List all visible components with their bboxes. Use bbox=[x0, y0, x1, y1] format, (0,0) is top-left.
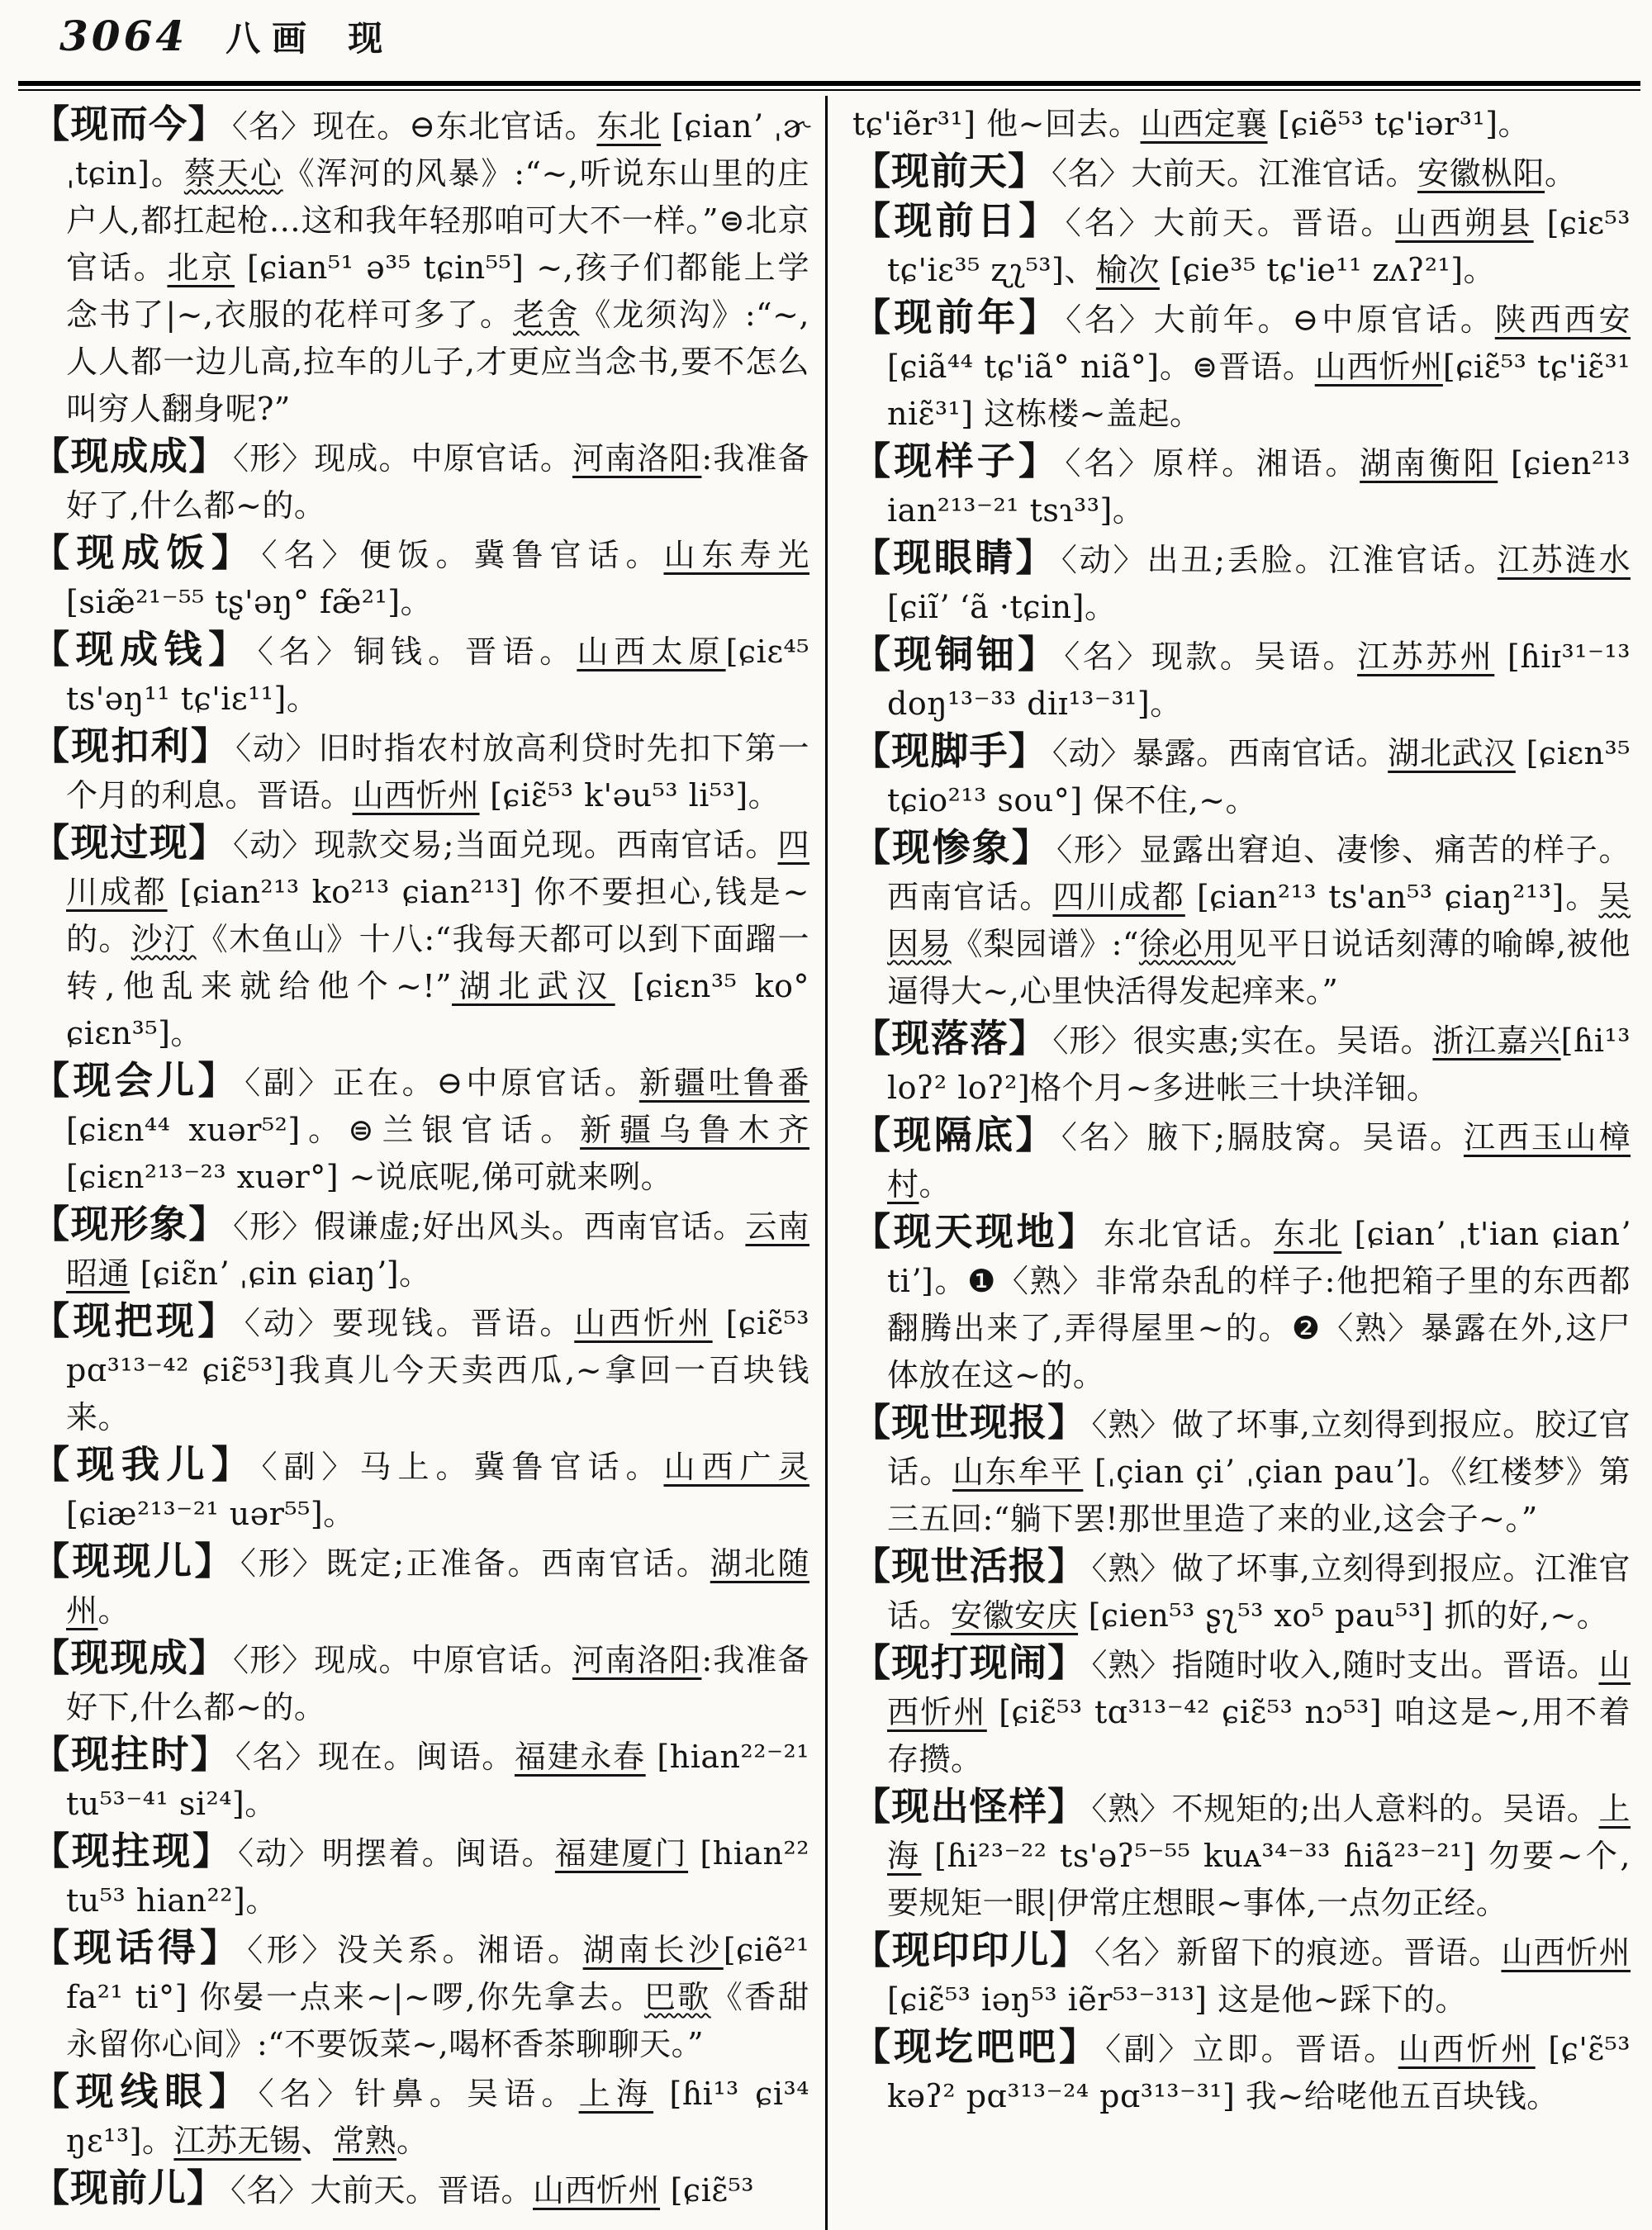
place-name: 东北 bbox=[1273, 1216, 1342, 1252]
header-rule bbox=[18, 81, 1640, 91]
place-name: 江苏涟水 bbox=[1497, 542, 1631, 578]
dictionary-entry: 【现现成】 〈形〉现成。中原官话。河南洛阳:我准备好下,什么都~的。 bbox=[31, 1635, 809, 1725]
place-name: 山西忻州 bbox=[1314, 349, 1443, 385]
place-name: 江西玉山樟村 bbox=[887, 1119, 1631, 1203]
entry-headword: 【现成成】 bbox=[31, 434, 228, 478]
proper-name: 徐必用 bbox=[1138, 926, 1236, 962]
dictionary-entry: 【现我儿】 〈副〉马上。冀鲁官话。山西广灵[ɕiæ²¹³⁻²¹ uər⁵⁵]。 bbox=[31, 1442, 809, 1532]
entry-headword: 【现隔底】 bbox=[852, 1113, 1056, 1157]
dictionary-entry: 【现过现】 〈动〉现款交易;当面兑现。西南官话。四川成都 [ɕian²¹³ ko²¹³ ɕian²¹³] 你不要担心,钱是~的。沙汀《木鱼山》十八:“我每天都可以到下面蹓一转,他乱来就给他个~!”湖北武汉 [ɕiɛn³⁵ ko° ɕiɛn³⁵]。 bbox=[31, 820, 810, 1051]
place-name: 福建永春 bbox=[514, 1739, 646, 1775]
entry-headword: 【现拄时】 bbox=[31, 1732, 230, 1777]
place-name: 山东牟平 bbox=[952, 1454, 1084, 1490]
dictionary-entry-continuation: tɕ'iẽr³¹] 他~回去。山西定襄 [ɕiẽ⁵³ tɕ'iər³¹]。 bbox=[852, 106, 1531, 142]
dictionary-entry: 【现会儿】 〈副〉正在。⊖中原官话。新疆吐鲁番 [ɕiɛn⁴⁴ xuər⁵²]。⊜兰银官话。新疆乌鲁木齐 [ɕiɛn²¹³⁻²³ xuər°] ~说底呢,俤可就来咧。 bbox=[31, 1058, 809, 1195]
entry-headword: 【现现成】 bbox=[31, 1635, 228, 1680]
entry-headword: 【现把现】 bbox=[31, 1298, 240, 1343]
place-name: 浙江嘉兴 bbox=[1432, 1022, 1561, 1059]
entry-headword: 【现惨象】 bbox=[852, 825, 1052, 870]
entry-headword: 【现现儿】 bbox=[31, 1539, 235, 1583]
dictionary-entry: 【现圪吧吧】 〈副〉立即。晋语。山西忻州 [ɕ'ɛ̃⁵³ kəʔ² pɑ³¹³⁻²⁴ pɑ³¹³⁻³¹] 我~给咾他五百块钱。 bbox=[852, 2024, 1631, 2114]
entry-headword: 【现铜钿】 bbox=[852, 632, 1060, 676]
entry-headword: 【现会儿】 bbox=[31, 1058, 240, 1103]
place-name: 山东寿光 bbox=[663, 537, 809, 573]
entry-headword: 【现样子】 bbox=[852, 439, 1061, 483]
dictionary-entry: 【现脚手】 〈动〉暴露。西南官话。湖北武汉 [ɕiɛn³⁵ tɕio²¹³ sou°] 保不住,~。 bbox=[852, 728, 1631, 818]
place-name: 湖南衡阳 bbox=[1360, 445, 1498, 482]
place-name: 山西忻州 bbox=[574, 1305, 713, 1341]
place-name: 山西忻州 bbox=[1501, 1934, 1631, 1971]
place-name: 江苏苏州 bbox=[1357, 638, 1495, 675]
entry-headword: 【现而今】 bbox=[31, 102, 227, 146]
dictionary-entry: 【现前天】 〈名〉大前天。江淮官话。安徽枞阳。 bbox=[852, 149, 1577, 193]
entry-headword: 【现眼睛】 bbox=[852, 535, 1056, 580]
place-name: 四川成都 bbox=[1052, 879, 1185, 915]
entry-headword: 【现话得】 bbox=[31, 1925, 243, 1970]
right-column bbox=[852, 101, 1631, 2120]
place-name: 云南昭通 bbox=[66, 1208, 810, 1292]
place-name: 安徽枞阳 bbox=[1417, 155, 1545, 192]
place-name: 河南洛阳 bbox=[572, 440, 702, 477]
dictionary-entry: 【现拄现】 〈动〉明摆着。闽语。福建厦门 [hian²² tu⁵³ hian²²]。 bbox=[31, 1829, 809, 1919]
dictionary-entry: 【现拄时】 〈名〉现在。闽语。福建永春 [hian²²⁻²¹ tu⁵³⁻⁴¹ si²⁴]。 bbox=[31, 1732, 809, 1822]
dictionary-entry: 【现隔底】 〈名〉腋下;膈肢窝。吴语。江西玉山樟村。 bbox=[852, 1113, 1631, 1203]
dictionary-entry: 【现铜钿】 〈名〉现款。吴语。江苏苏州 [ɦiɪ³¹⁻¹³ doŋ¹³⁻³³ diɪ¹³⁻³¹]。 bbox=[852, 632, 1631, 722]
place-name: 东北 bbox=[596, 108, 662, 145]
entry-headword: 【现我儿】 bbox=[31, 1442, 257, 1487]
entry-headword: 【现世现报】 bbox=[852, 1400, 1087, 1445]
place-name: 山西忻州 bbox=[533, 2172, 661, 2209]
proper-name: 蔡天心 bbox=[183, 155, 283, 192]
entry-headword: 【现前日】 bbox=[852, 198, 1061, 243]
proper-name: 巴歌 bbox=[643, 1979, 711, 2015]
dictionary-entry: 【现前儿】 〈名〉大前天。晋语。山西忻州 [ɕiɛ̃⁵³ bbox=[31, 2166, 755, 2210]
place-name: 榆次 bbox=[1095, 252, 1160, 288]
entry-headword: 【现前儿】 bbox=[31, 2166, 225, 2210]
dictionary-entry: 【现成钱】 〈名〉铜钱。晋语。山西太原[ɕiɛ⁴⁵ ts'əŋ¹¹ tɕ'iɛ¹¹]。 bbox=[31, 627, 809, 717]
entry-headword: 【现扣利】 bbox=[31, 724, 231, 768]
dictionary-entry: 【现扣利】 〈动〉旧时指农村放高利贷时先扣下第一个月的利息。晋语。山西忻州 [ɕiɛ̃⁵³ k'əu⁵³ li⁵³]。 bbox=[31, 724, 809, 814]
place-name: 江苏无锡 bbox=[173, 2123, 301, 2159]
dictionary-entry: 【现世活报】 〈熟〉做了坏事,立刻得到报应。江淮官话。安徽安庆 [ɕien⁵³ ʂʅ⁵³ xo⁵ pau⁵³] 抓的好,~。 bbox=[852, 1544, 1631, 1634]
dictionary-entry: 【现惨象】 〈形〉显露出窘迫、凄惨、痛苦的样子。西南官话。四川成都 [ɕian²¹³ ts'an⁵³ ɕiaŋ²¹³]。吴因易《梨园谱》:“徐必用见平日说话刻薄的喻皞,被他逼得大~,心里快活得发起痒来。” bbox=[852, 825, 1631, 1009]
entry-headword: 【现前天】 bbox=[852, 149, 1047, 193]
place-name: 河南洛阳 bbox=[572, 1642, 702, 1678]
place-name: 山西广灵 bbox=[663, 1449, 809, 1485]
dictionary-entry: 【现天现地】 东北官话。东北 [ɕianʼ ˌt'ian ɕianʼ tiʼ]。❶〈熟〉非常杂乱的样子:他把箱子里的东西都翻腾出来了,弄得屋里~的。❷〈熟〉暴露在外,这尸体放在这~的。 bbox=[852, 1209, 1631, 1393]
dictionary-entry: 【现而今】 〈名〉现在。⊖东北官话。东北 [ɕianʼ ˌɚ ˌtɕin]。蔡天心《浑河的风暴》:“~,听说东山里的庄户人,都扛起枪…这和我年轻那咱可大不一样。”⊜北京官话。北京 [ɕian⁵¹ ə³⁵ tɕin⁵⁵] ~,孩子们都能上学念书了|~,衣服的花样可多了。老舍《龙须沟》:“~,人人都一边儿高,拉车的儿子,才更应当念书,要不怎么叫穷人翻身呢?” bbox=[31, 102, 809, 427]
place-name: 福建厦门 bbox=[554, 1835, 689, 1872]
column-divider bbox=[825, 96, 828, 2230]
place-name: 湖南长沙 bbox=[582, 1932, 724, 1968]
entry-headword: 【现线眼】 bbox=[31, 2069, 254, 2114]
dictionary-entry: 【现落落】 〈形〉很实惠;实在。吴语。浙江嘉兴[ɦi¹³ loʔ² loʔ²]格个月~多进帐三十块洋钿。 bbox=[852, 1016, 1631, 1106]
dictionary-entry: 【现样子】 〈名〉原样。湘语。湖南衡阳 [ɕien²¹³ ian²¹³⁻²¹ tsɿ³³]。 bbox=[852, 439, 1631, 529]
place-name: 上海 bbox=[578, 2076, 654, 2112]
place-name: 山西忻州 bbox=[887, 1647, 1631, 1730]
dictionary-entry: 【现话得】 〈形〉没关系。湘语。湖南长沙[ɕiẽ²¹ fa²¹ ti°] 你晏一点来~|~啰,你先拿去。巴歌《香甜永留你心间》:“不要饭菜~,喝杯香茶聊聊天。” bbox=[31, 1925, 809, 2062]
dictionary-entry: 【现世现报】 〈熟〉做了坏事,立刻得到报应。胶辽官话。山东牟平 [ˌçian çiʼ ˌçian pauʼ]。《红楼梦》第三五回:“躺下罢!那世里造了来的业,这会子~。” bbox=[852, 1400, 1631, 1537]
place-name: 山西忻州 bbox=[1398, 2031, 1536, 2067]
entry-headword: 【现印印儿】 bbox=[852, 1928, 1090, 1972]
entry-headword: 【现出怪样】 bbox=[852, 1784, 1087, 1829]
entry-headword: 【现打现闹】 bbox=[852, 1640, 1087, 1685]
page-number: 3064 bbox=[59, 12, 188, 60]
dictionary-entry: 【现前年】 〈名〉大前年。⊖中原官话。陕西西安 [ɕiã⁴⁴ tɕ'iã° niã°]。⊜晋语。山西忻州[ɕiɛ̃⁵³ tɕ'iɛ̃³¹ niɛ̃³¹] 这栋楼~盖起。 bbox=[852, 295, 1631, 432]
place-name: 湖北随州 bbox=[66, 1545, 809, 1629]
entry-headword: 【现成饭】 bbox=[31, 530, 257, 575]
page-header bbox=[59, 12, 1619, 61]
dictionary-entry: 【现成成】 〈形〉现成。中原官话。河南洛阳:我准备好了,什么都~的。 bbox=[31, 434, 809, 524]
place-name: 湖北武汉 bbox=[1388, 735, 1516, 771]
radical-stroke-label: 八画 bbox=[225, 18, 319, 59]
dictionary-entry: 【现眼睛】 〈动〉出丑;丢脸。江淮官话。江苏涟水 [ɕiĩʼ ʻã ·tɕin]。 bbox=[852, 535, 1631, 625]
place-name: 新疆乌鲁木齐 bbox=[580, 1112, 809, 1148]
place-name: 陕西西安 bbox=[1494, 301, 1631, 338]
entry-headword: 【现脚手】 bbox=[852, 728, 1047, 773]
dictionary-entry: 【现打现闹】 〈熟〉指随时收入,随时支出。晋语。山西忻州 [ɕiɛ̃⁵³ tɑ³¹³⁻⁴² ɕiɛ̃⁵³ nɔ⁵³] 咱这是~,用不着存攒。 bbox=[852, 1640, 1631, 1777]
proper-name: 老舍 bbox=[513, 297, 580, 333]
place-name: 湖北武汉 bbox=[452, 968, 615, 1004]
entry-headword: 【现成钱】 bbox=[31, 627, 253, 671]
entry-headword: 【现形象】 bbox=[31, 1202, 228, 1246]
dictionary-entry: 【现出怪样】 〈熟〉不规矩的;出人意料的。吴语。上海 [ɦi²³⁻²² ts'əʔ⁵⁻⁵⁵ kuᴀ³⁴⁻³³ ɦiã²³⁻²¹] 勿要~个,要规矩一眼|伊常庄想眼~事体,一点勿正经。 bbox=[852, 1784, 1631, 1921]
entry-headword: 【现世活报】 bbox=[852, 1544, 1087, 1588]
entry-headword: 【现落落】 bbox=[852, 1016, 1048, 1060]
dictionary-entry: 【现印印儿】 〈名〉新留下的痕迹。晋语。山西忻州 [ɕiɛ̃⁵³ iəŋ⁵³ iẽr⁵³⁻³¹³] 这是他~踩下的。 bbox=[852, 1928, 1631, 2018]
dictionary-entry: 【现成饭】 〈名〉便饭。冀鲁官话。山东寿光 [siæ̃²¹⁻⁵⁵ tʂ'əŋ° fæ̃²¹]。 bbox=[31, 530, 809, 620]
entry-headword: 【现天现地】 bbox=[852, 1209, 1099, 1254]
head-character: 现 bbox=[348, 18, 383, 59]
place-name: 山西忻州 bbox=[352, 777, 480, 814]
place-name: 新疆吐鲁番 bbox=[638, 1065, 809, 1101]
dictionary-entry: 【现线眼】 〈名〉针鼻。吴语。上海 [ɦi¹³ ɕi³⁴ ŋɛ¹³]。江苏无锡、常熟。 bbox=[31, 2069, 809, 2159]
entry-headword: 【现过现】 bbox=[31, 820, 228, 865]
place-name: 山西朔县 bbox=[1395, 205, 1534, 241]
place-name: 北京 bbox=[167, 249, 235, 286]
dictionary-entry: 【现把现】 〈动〉要现钱。晋语。山西忻州 [ɕiɛ̃⁵³ pɑ³¹³⁻⁴² ɕiɛ̃⁵³]我真儿今天卖西瓜,~拿回一百块钱来。 bbox=[31, 1298, 809, 1435]
place-name: 上海 bbox=[887, 1791, 1631, 1874]
place-name: 山西太原 bbox=[577, 633, 726, 670]
place-name: 安徽安庆 bbox=[951, 1597, 1079, 1634]
place-name: 常熟 bbox=[332, 2123, 396, 2159]
place-name: 四川成都 bbox=[66, 827, 810, 910]
entry-headword: 【现前年】 bbox=[852, 295, 1061, 339]
entry-headword: 【现圪吧吧】 bbox=[852, 2024, 1101, 2069]
left-column bbox=[31, 101, 809, 2214]
proper-name: 吴因易 bbox=[887, 879, 1631, 962]
entry-headword: 【现拄现】 bbox=[31, 1829, 233, 1873]
proper-name: 沙汀 bbox=[131, 921, 197, 957]
place-name: 山西定襄 bbox=[1140, 106, 1268, 142]
dictionary-entry: 【现形象】 〈形〉假谦虚;好出风头。西南官话。云南昭通 [ɕiɛ̃nʼ ˌɕin ɕiaŋʼ]。 bbox=[31, 1202, 810, 1292]
dictionary-entry: 【现前日】 〈名〉大前天。晋语。山西朔县 [ɕiɛ⁵³ tɕ'iɛ³⁵ ʐʅ⁵³]、榆次 [ɕie³⁵ tɕ'ie¹¹ zʌʔ²¹]。 bbox=[852, 198, 1631, 288]
dictionary-entry: 【现现儿】 〈形〉既定;正准备。西南官话。湖北随州。 bbox=[31, 1539, 809, 1629]
